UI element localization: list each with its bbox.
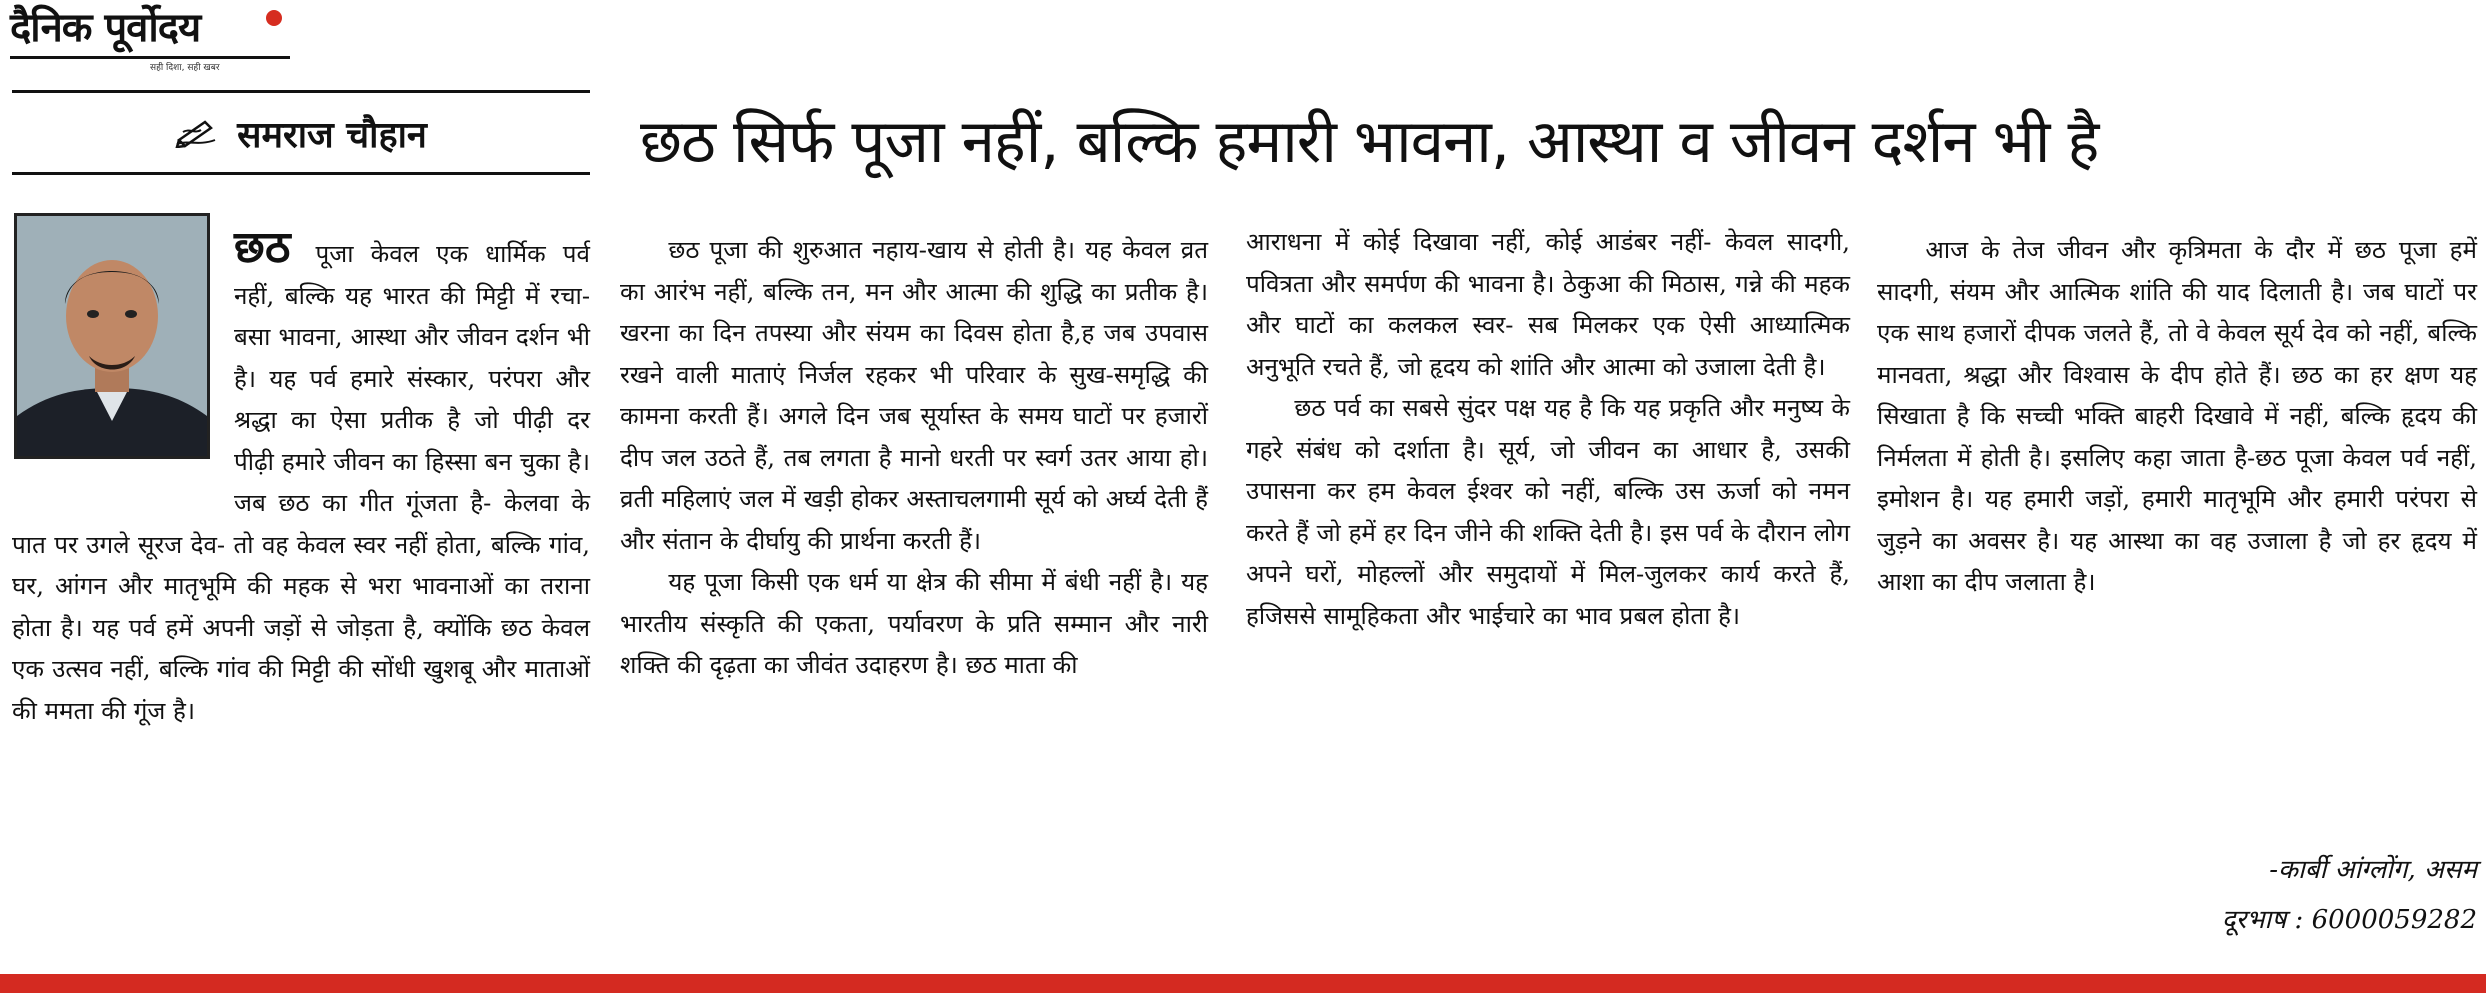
pen-icon xyxy=(175,118,219,148)
bottom-accent-bar xyxy=(0,974,2486,993)
masthead-title: दैनिक पूर्वोदय xyxy=(10,5,201,51)
author-name: समराज चौहान xyxy=(237,114,427,156)
paragraph: आराधना में कोई दिखावा नहीं, कोई आडंबर नहीं- केवल सादगी, पवित्रता और समर्पण की भावना है। ठेकुआ की मिठास, गन्ने की महक और घाटों का कलकल स्वर- सब मिलकर एक ऐसी आध्यात्मिक अनुभूति रचते हैं, जो हृदय को शांति और आत्मा को उजाला देती है। xyxy=(1246,228,1850,381)
masthead-tagline: सही दिशा, सही खबर xyxy=(150,63,220,73)
signoff-phone: दूरभाष : 6000059282 xyxy=(2221,905,2477,935)
signoff-place: -कार्बी आंग्लोंग, असम xyxy=(2269,855,2477,885)
byline xyxy=(12,98,590,168)
paragraph: छठ पूजा की शुरुआत नहाय-खाय से होती है। यह केवल व्रत का आरंभ नहीं, बल्कि तन, मन और आत्मा की शुद्धि का प्रतीक है। खरना का दिन तपस्या और संयम का दिवस होता है,ह जब उपवास रखने वाली माताएं निर्जल रहकर भी परिवार के सुख-समृद्धि की कामना करती हैं। अगले दिन जब सूर्यास्त के समय घाटों पर हजारों दीप जल उठते हैं, तब लगता है मानो धरती पर स्वर्ग उतर आया हो। व्रती महिलाएं जल में खड़ी होकर अस्ताचलगामी सूर्य को अर्घ्य देती हैं और संतान के दीर्घायु की प्रार्थना करती हैं। xyxy=(620,236,1208,555)
photo-wrap-space xyxy=(12,228,234,484)
paragraph-text: पूजा केवल एक धार्मिक पर्व नहीं, बल्कि यह भारत की मिट्टी में रचा-बसा भावना, आस्था और जीवन दर्शन भी है। यह पर्व हमारे संस्कार, परंपरा और श्रद्धा का ऐसा प्रतीक है जो पीढ़ी दर पीढ़ी हमारे जीवन का हिस्सा बन चुका है। जब छठ का गीत गूंजता है- केलवा के पात पर उगले सूरज देव- तो वह केवल स्वर नहीं होता, बल्कि गांव, घर, आंगन और मातृभूमि की महक से भरा भावनाओं का तराना होता है। यह पर्व हमें अपनी जड़ों से जोड़ता है, क्योंकि छठ केवल एक उत्सव नहीं, बल्कि गांव की मिट्टी की सोंधी खुशबू और माताओं की ममता की गूंज है। xyxy=(12,240,590,725)
article-column-4 xyxy=(1877,230,2477,604)
paragraph: छठ पर्व का सबसे सुंदर पक्ष यह है कि यह प्रकृति और मनुष्य के गहरे संबंध को दर्शाता है। सूर्य, जो जीवन का आधार है, उसकी उपासना कर हम केवल ईश्वर को नहीं, बल्कि उस ऊर्जा को नमन करते हैं जो हमें हर दिन जीने की शक्ति देती है। इस पर्व के दौरान लोग अपने घरों, मोहल्लों और समुदायों में मिल-जुलकर कार्य करते हैं, हजिससे सामूहिकता और भाईचारे का भाव प्रबल होता है। xyxy=(1246,394,1850,630)
masthead xyxy=(10,5,310,73)
headline: छठ सिर्फ पूजा नहीं, बल्कि हमारी भावना, आस्था व जीवन दर्शन भी है xyxy=(640,107,2099,177)
paragraph: आज के तेज जीवन और कृत्रिमता के दौर में छठ पूजा हमें सादगी, संयम और आत्मिक शांति की याद दिलाती है। जब घाटों पर एक साथ हजारों दीपक जलते हैं, तो वे केवल सूर्य देव को नहीं, बल्कि मानवता, श्रद्धा और विश्वास के दीप होते हैं। छठ का हर क्षण यह सिखाता है कि सच्ची भक्ति बाहरी दिखावे में नहीं, बल्कि हृदय की निर्मलता में होती है। इसलिए कहा जाता है-छठ पूजा केवल पर्व नहीं, इमोशन है। यह हमारी जड़ों, हमारी मातृभूमि और हमारी परंपरा से जुड़ने का अवसर है। यह आस्था का वह उजाला है जो हर हृदय में आशा का दीप जलाता है। xyxy=(1877,236,2477,596)
masthead-logo-dot-icon xyxy=(266,10,282,26)
article-column-1 xyxy=(12,222,590,732)
paragraph: यह पूजा किसी एक धर्म या क्षेत्र की सीमा में बंधी नहीं है। यह भारतीय संस्कृति की एकता, पर्यावरण के प्रति सम्मान और नारी शक्ति की दृढ़ता का जीवंत उदाहरण है। छठ माता की xyxy=(620,568,1208,679)
byline-rule-bottom xyxy=(12,172,590,175)
article-column-2 xyxy=(620,230,1208,687)
dropcap: छठ xyxy=(234,222,291,273)
article-column-3 xyxy=(1246,222,1850,637)
byline-rule-top xyxy=(12,90,590,93)
masthead-underline xyxy=(10,56,290,59)
